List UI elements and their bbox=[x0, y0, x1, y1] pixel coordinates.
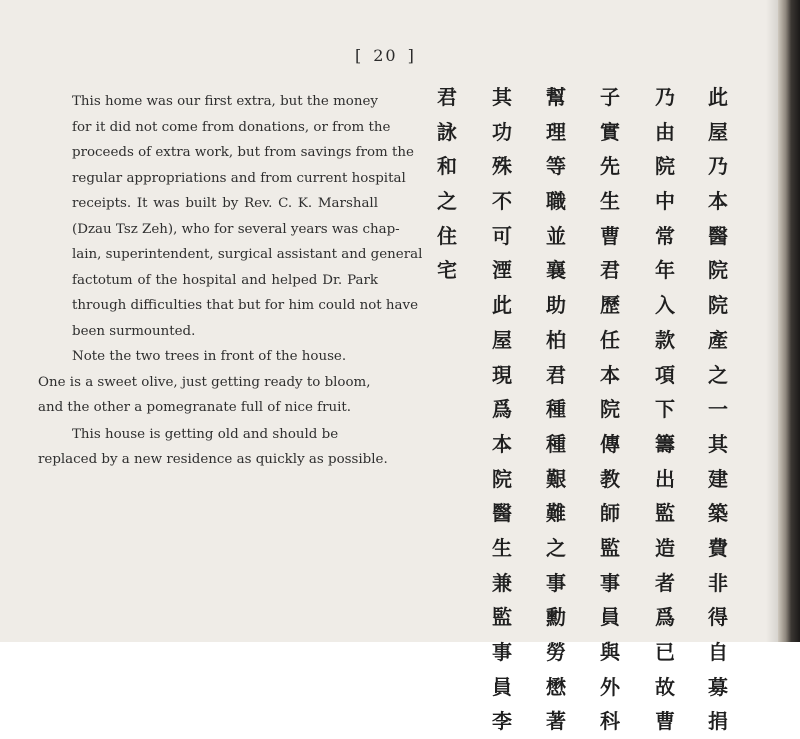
chinese-character: 自 bbox=[708, 640, 728, 664]
chinese-character: 爲 bbox=[492, 397, 512, 422]
chinese-character: 院 bbox=[600, 397, 620, 422]
chinese-character: 傳 bbox=[600, 431, 620, 456]
chinese-character: 事 bbox=[600, 570, 620, 595]
chinese-character: 此 bbox=[708, 85, 728, 109]
chinese-character: 員 bbox=[600, 605, 620, 630]
chinese-character: 並 bbox=[546, 223, 566, 248]
chinese-character: 功 bbox=[492, 119, 512, 144]
chinese-column bbox=[703, 80, 733, 739]
chinese-character: 產 bbox=[708, 327, 728, 352]
chinese-column bbox=[650, 80, 680, 739]
text-line: proceeds of extra work, but from savings from the bbox=[72, 145, 414, 160]
chinese-character: 外 bbox=[600, 674, 620, 699]
chinese-character: 入 bbox=[655, 293, 675, 318]
chinese-character: 爲 bbox=[655, 605, 675, 630]
chinese-character: 曹 bbox=[600, 223, 620, 248]
page-number-left-bracket: [ bbox=[355, 46, 364, 65]
chinese-character: 著 bbox=[546, 709, 566, 734]
chinese-character: 員 bbox=[492, 674, 512, 699]
chinese-character: 之 bbox=[437, 189, 457, 214]
chinese-character: 種 bbox=[546, 397, 566, 422]
chinese-character: 非 bbox=[708, 570, 728, 595]
chinese-character: 助 bbox=[546, 293, 566, 318]
chinese-character: 實 bbox=[600, 119, 620, 144]
chinese-character: 監 bbox=[655, 501, 675, 526]
page-number-value: 20 bbox=[373, 46, 398, 65]
chinese-character: 君 bbox=[437, 85, 457, 109]
text-line: This house is getting old and should be bbox=[72, 426, 339, 442]
chinese-character: 費 bbox=[708, 535, 728, 560]
chinese-character: 監 bbox=[600, 535, 620, 560]
chinese-character: 懋 bbox=[546, 674, 566, 699]
chinese-column bbox=[541, 80, 571, 739]
chinese-character: 殊 bbox=[492, 154, 512, 179]
chinese-character: 師 bbox=[600, 501, 620, 526]
chinese-character: 之 bbox=[708, 362, 728, 387]
chinese-character: 事 bbox=[546, 570, 566, 595]
text-line: This home was our first extra, but the money bbox=[72, 94, 378, 109]
chinese-character: 屋 bbox=[492, 327, 512, 352]
chinese-character: 住 bbox=[437, 223, 457, 248]
chinese-character: 勞 bbox=[546, 640, 566, 664]
chinese-character: 兼 bbox=[492, 570, 512, 595]
text-line: regular appropriations and from current hospital bbox=[72, 170, 406, 186]
chinese-character: 此 bbox=[492, 293, 512, 318]
chinese-character: 生 bbox=[492, 535, 512, 560]
chinese-character: 捐 bbox=[708, 709, 728, 734]
chinese-character: 乃 bbox=[708, 154, 728, 179]
text-line: replaced by a new residence as quickly as possible. bbox=[38, 452, 388, 467]
chinese-character: 款 bbox=[655, 327, 675, 352]
text-line: through difficulties that but for him could not have bbox=[72, 298, 419, 313]
chinese-character: 任 bbox=[600, 327, 620, 352]
chinese-character: 本 bbox=[492, 431, 512, 456]
chinese-character: 醫 bbox=[492, 501, 512, 526]
chinese-column bbox=[432, 80, 462, 288]
chinese-character: 難 bbox=[546, 501, 566, 526]
chinese-character: 科 bbox=[600, 709, 620, 734]
chinese-character: 勳 bbox=[546, 605, 566, 630]
chinese-character: 建 bbox=[708, 466, 728, 491]
chinese-character: 柏 bbox=[546, 327, 566, 352]
chinese-character: 歷 bbox=[600, 293, 620, 318]
chinese-character: 項 bbox=[655, 362, 675, 387]
text-line: for it did not come from donations, or from the bbox=[72, 119, 391, 135]
chinese-character: 宅 bbox=[437, 258, 457, 283]
chinese-character: 築 bbox=[708, 501, 728, 526]
chinese-character: 事 bbox=[492, 640, 512, 664]
chinese-character: 其 bbox=[492, 85, 512, 109]
text-line: (Dzau Tsz Zeh), who for several years was chap- bbox=[72, 221, 400, 237]
chinese-character: 幫 bbox=[546, 85, 566, 109]
chinese-character: 理 bbox=[546, 119, 566, 144]
chinese-character: 職 bbox=[546, 189, 566, 214]
chinese-character: 教 bbox=[600, 466, 620, 491]
chinese-character: 種 bbox=[546, 431, 566, 456]
chinese-character: 造 bbox=[655, 535, 675, 560]
chinese-character: 由 bbox=[655, 119, 675, 144]
text-line: receipts. It was built by Rev. C. K. Marshall bbox=[72, 196, 378, 211]
chinese-character: 已 bbox=[655, 640, 675, 664]
chinese-character: 等 bbox=[546, 154, 566, 179]
chinese-column bbox=[487, 80, 517, 739]
chinese-character: 其 bbox=[708, 431, 728, 456]
chinese-character: 襄 bbox=[546, 258, 566, 283]
chinese-character: 生 bbox=[600, 189, 620, 214]
chinese-character: 中 bbox=[655, 189, 675, 214]
chinese-character: 募 bbox=[708, 674, 728, 699]
chinese-character: 者 bbox=[655, 570, 675, 595]
chinese-character: 子 bbox=[600, 85, 620, 109]
chinese-character: 本 bbox=[600, 362, 620, 387]
chinese-character: 湮 bbox=[492, 258, 512, 283]
chinese-character: 與 bbox=[600, 640, 620, 664]
chinese-character: 出 bbox=[655, 466, 675, 491]
text-line: been surmounted. bbox=[72, 323, 196, 339]
chinese-character: 君 bbox=[600, 258, 620, 283]
chinese-character: 屋 bbox=[708, 119, 728, 144]
chinese-character: 得 bbox=[708, 605, 728, 630]
chinese-character: 先 bbox=[600, 154, 620, 179]
chinese-character: 監 bbox=[492, 605, 512, 630]
page-number-right-bracket: ] bbox=[407, 46, 416, 65]
chinese-character: 年 bbox=[655, 258, 675, 283]
text-line: One is a sweet olive, just getting ready to bloom, bbox=[38, 374, 371, 390]
chinese-character: 艱 bbox=[546, 466, 566, 491]
chinese-character: 乃 bbox=[655, 85, 675, 109]
chinese-character: 不 bbox=[492, 189, 512, 214]
chinese-character: 常 bbox=[655, 223, 675, 248]
chinese-character: 院 bbox=[655, 154, 675, 179]
chinese-character: 曹 bbox=[655, 709, 675, 734]
chinese-character: 籌 bbox=[655, 431, 675, 456]
text-line: Note the two trees in front of the house. bbox=[72, 349, 347, 364]
chinese-character: 故 bbox=[655, 674, 675, 699]
chinese-character: 本 bbox=[708, 189, 728, 214]
chinese-character: 可 bbox=[492, 223, 512, 248]
chinese-character: 現 bbox=[492, 362, 512, 387]
chinese-character: 下 bbox=[655, 397, 675, 422]
chinese-character: 院 bbox=[708, 293, 728, 318]
chinese-character: 之 bbox=[546, 535, 566, 560]
chinese-character: 醫 bbox=[708, 223, 728, 248]
chinese-character: 和 bbox=[437, 154, 457, 179]
chinese-column bbox=[595, 80, 625, 739]
chinese-character: 李 bbox=[492, 709, 512, 734]
text-line: factotum of the hospital and helped Dr. Park bbox=[72, 272, 378, 288]
chinese-character: 院 bbox=[708, 258, 728, 283]
text-line: and the other a pomegranate full of nice fruit. bbox=[38, 400, 352, 415]
text-line: lain, superintendent, surgical assistant and general bbox=[72, 247, 423, 262]
chinese-character: 詠 bbox=[437, 119, 457, 144]
chinese-character: 院 bbox=[492, 466, 512, 491]
chinese-character: 君 bbox=[546, 362, 566, 387]
chinese-character: 一 bbox=[708, 397, 728, 422]
